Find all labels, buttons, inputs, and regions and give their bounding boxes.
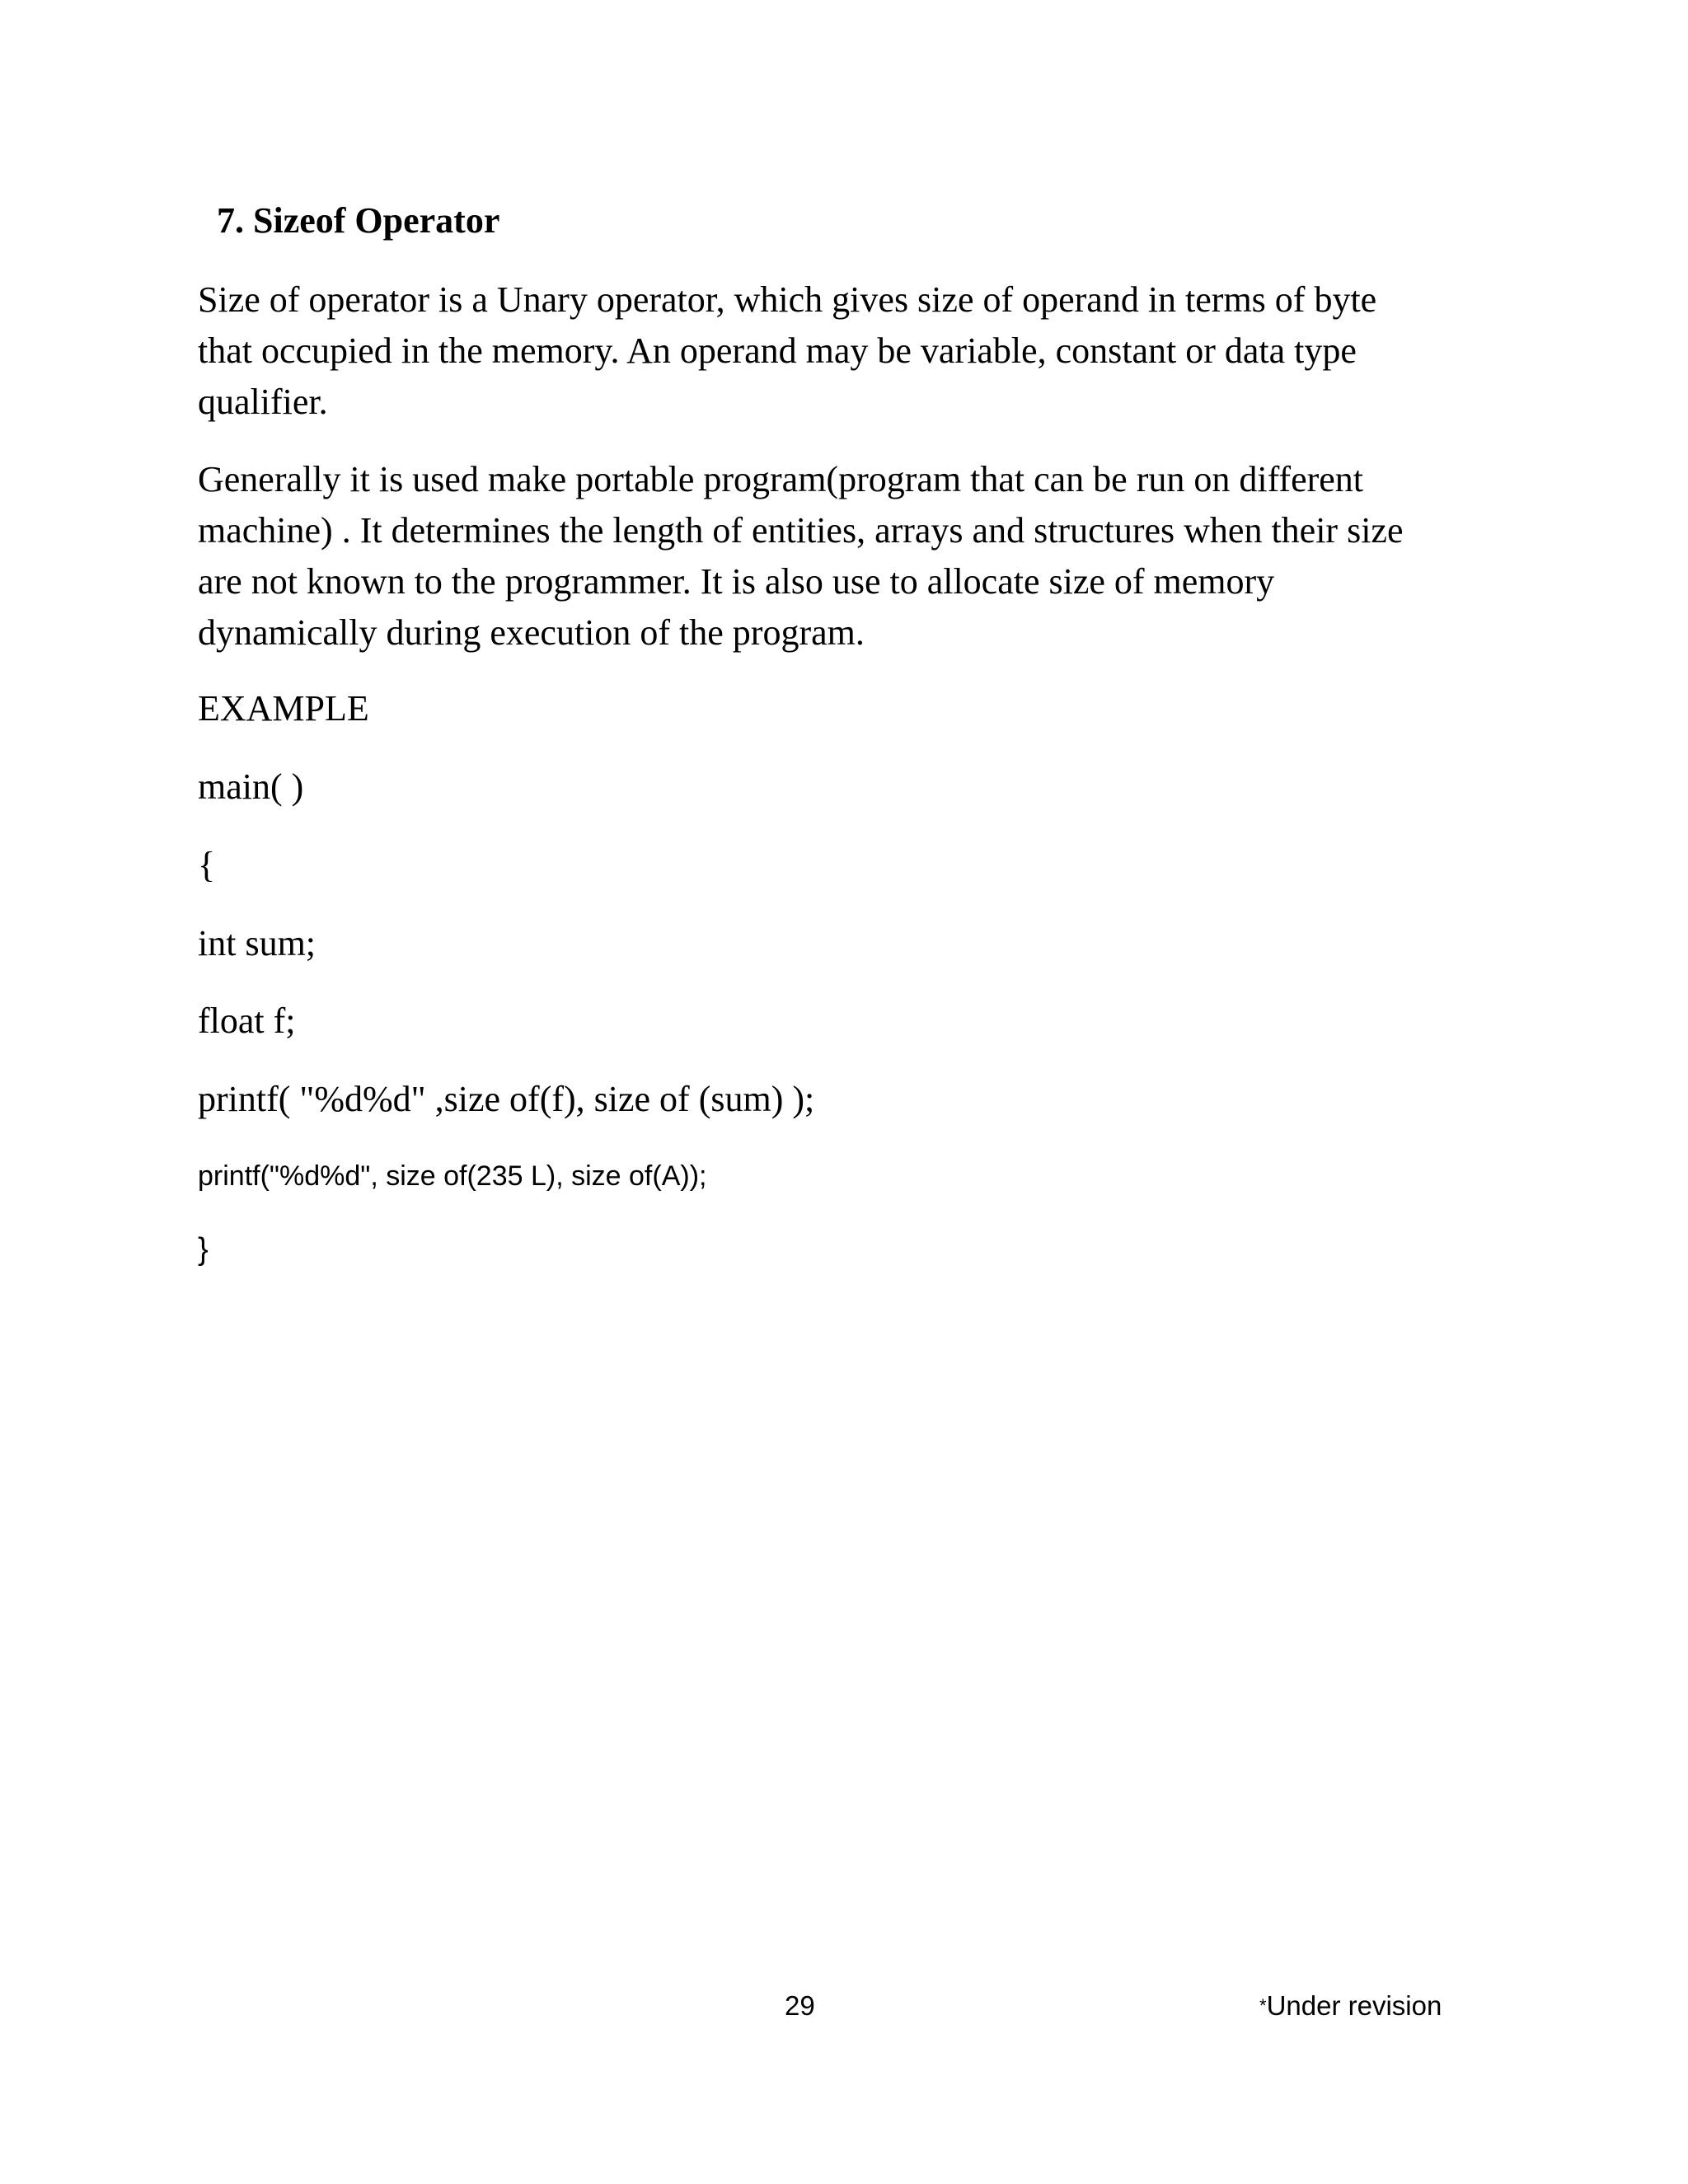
page-number: 29 <box>785 1990 815 2021</box>
section-heading: 7. Sizeof Operator <box>217 200 500 241</box>
paragraph-usage <box>198 454 1500 658</box>
paragraph-line: qualifier. <box>198 382 328 422</box>
paragraph-line: dynamically during execution of the program. <box>198 612 865 653</box>
revision-note <box>1259 1988 1442 2024</box>
example-label: EXAMPLE <box>198 688 369 729</box>
paragraph-line: Generally it is used make portable program(program that can be run on different <box>198 459 1364 499</box>
paragraph-line: are not known to the programmer. It is also use to allocate size of memory <box>198 561 1275 602</box>
code-line-float-declaration: float f; <box>198 1001 296 1041</box>
paragraph-line: machine) . It determines the length of entities, arrays and structures when their size <box>198 510 1404 551</box>
code-line-printf-second: printf("%d%d", size of(235 L), size of(A)); <box>198 1160 707 1192</box>
paragraph-line: Size of operator is a Unary operator, which gives size of operand in terms of byte <box>198 279 1377 320</box>
revision-star: * <box>1259 1995 1267 2016</box>
paragraph-definition <box>198 274 1500 428</box>
paragraph-line: that occupied in the memory. An operand may be variable, constant or data type <box>198 330 1357 371</box>
code-line-main: main( ) <box>198 766 304 807</box>
code-line-printf-first: printf( "%d%d" ,size of(f), size of (sum) ); <box>198 1079 815 1119</box>
code-line-int-declaration: int sum; <box>198 923 316 963</box>
code-line-close-brace: } <box>198 1232 209 1267</box>
revision-text: Under revision <box>1266 1990 1442 2021</box>
code-line-open-brace: { <box>198 845 216 885</box>
